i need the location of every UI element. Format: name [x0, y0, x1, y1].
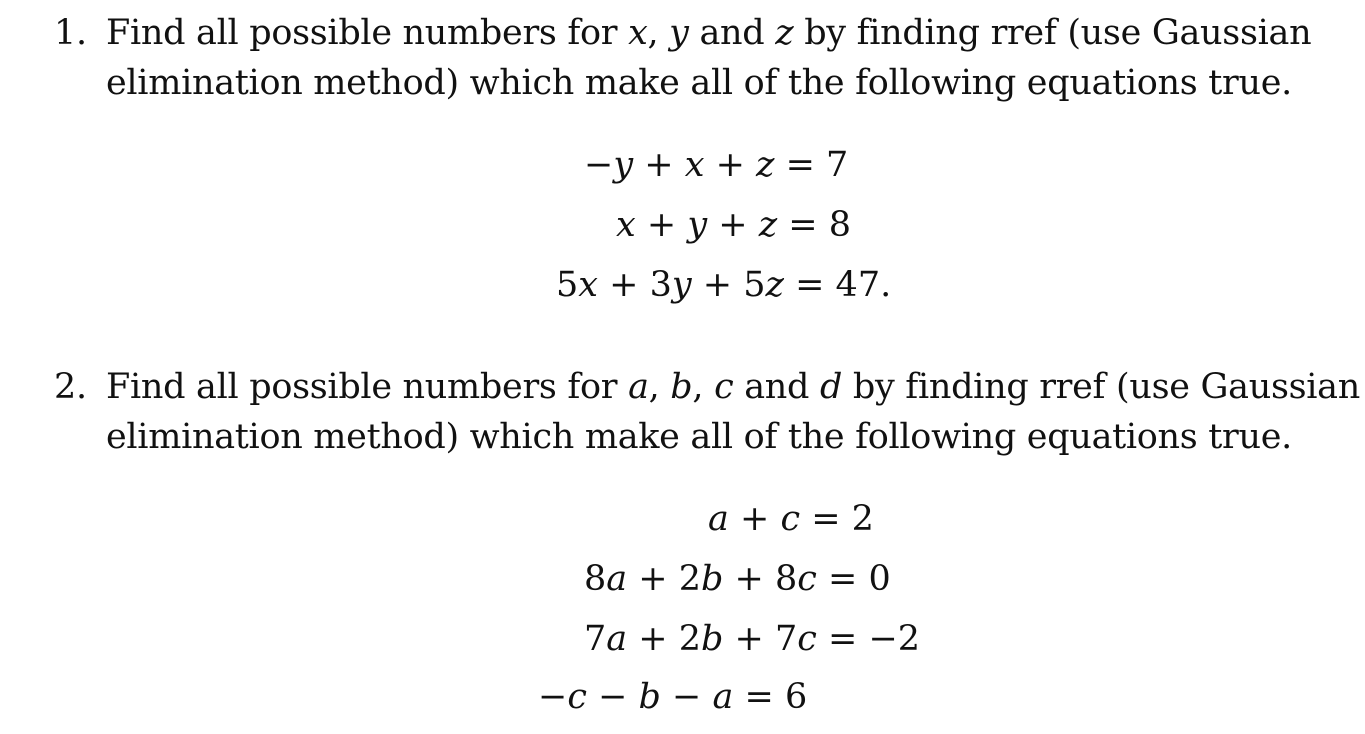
text-segment: by finding rref (use Gaussian	[793, 13, 1312, 53]
statement-line-1	[106, 8, 1341, 58]
variable-a: a	[628, 367, 649, 407]
equation-3: 7a + 2b + 7c = −2	[584, 619, 921, 659]
variable-b: b	[670, 367, 693, 407]
text-segment: ,	[692, 367, 715, 407]
variable-y: y	[669, 13, 689, 53]
text-segment: and	[688, 13, 776, 53]
statement-line-2: elimination method) which make all of the following equations true.	[106, 63, 1292, 103]
problem-number: 2.	[54, 367, 87, 407]
text-segment: and	[733, 367, 820, 407]
variable-d: d	[819, 367, 843, 407]
problem-number: 1.	[54, 13, 87, 53]
text-segment: by finding rref (use Gaussian	[842, 367, 1360, 407]
variable-x: x	[628, 13, 648, 53]
equation-1: −y + x + z = 7	[584, 145, 849, 185]
text-segment: Find all possible numbers for	[106, 367, 629, 407]
equation-4: −c − b − a = 6	[538, 677, 808, 717]
variable-z: z	[775, 13, 794, 53]
equation-3: 5x + 3y + 5z = 47.	[556, 265, 892, 305]
problem-statement	[106, 362, 1360, 462]
text-segment: ,	[648, 367, 671, 407]
statement-line-2: elimination method) which make all of the following equations true.	[106, 417, 1292, 457]
text-segment: Find all possible numbers for	[106, 13, 629, 53]
statement-line-1	[106, 362, 1360, 412]
text-segment: ,	[647, 13, 670, 53]
equation-2: 8a + 2b + 8c = 0	[584, 559, 891, 599]
equation-1: a + c = 2	[708, 499, 874, 539]
equation-2: x + y + z = 8	[616, 205, 851, 245]
variable-c: c	[714, 367, 734, 407]
problem-statement	[106, 8, 1341, 108]
